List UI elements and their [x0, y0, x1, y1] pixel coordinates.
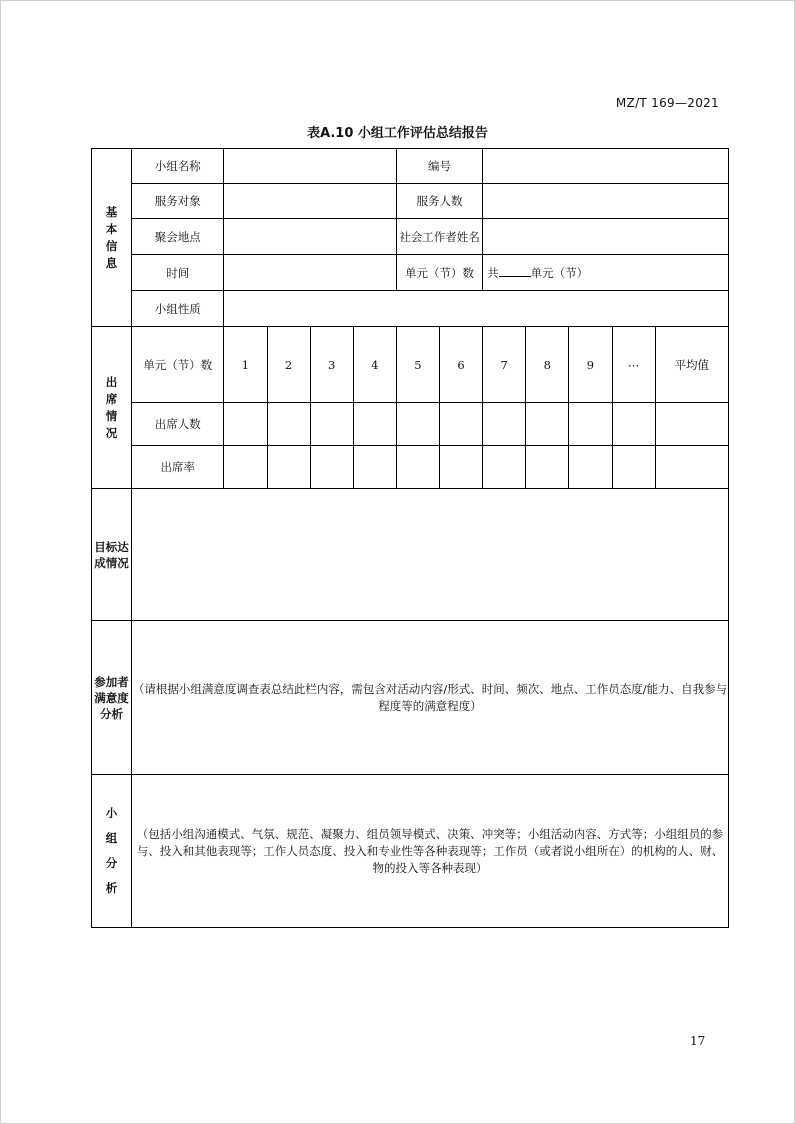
- units-field[interactable]: [483, 255, 729, 291]
- attendance-count-cell[interactable]: [224, 403, 267, 446]
- attendance-col-4: 4: [353, 327, 396, 403]
- social-worker-field[interactable]: [483, 219, 729, 255]
- section-attendance: 出席情况: [92, 327, 132, 489]
- attendance-col-5: 5: [396, 327, 439, 403]
- units-blank[interactable]: [499, 266, 531, 277]
- service-count-label: 服务人数: [396, 184, 482, 219]
- social-worker-label: 社会工作者姓名: [396, 219, 482, 255]
- attendance-col-6: 6: [440, 327, 483, 403]
- time-label: 时间: [132, 255, 224, 291]
- group-name-field[interactable]: [224, 149, 397, 184]
- group-name-label: 小组名称: [132, 149, 224, 184]
- section-participant-satisfaction: 参加者满意度分析: [92, 621, 132, 775]
- attendance-rate-cell[interactable]: [396, 446, 439, 489]
- group-analysis-field[interactable]: [132, 775, 729, 928]
- goal-content-field[interactable]: [132, 489, 729, 621]
- attendance-count-cell[interactable]: [267, 403, 310, 446]
- nature-field[interactable]: [224, 291, 729, 327]
- document-code: MZ/T 169—2021: [615, 96, 719, 110]
- attendance-col-2: 2: [267, 327, 310, 403]
- attendance-count-cell[interactable]: [569, 403, 612, 446]
- attendance-rate-cell[interactable]: [440, 446, 483, 489]
- attendance-count-cell[interactable]: [310, 403, 353, 446]
- attendance-col-average: 平均值: [655, 327, 728, 403]
- number-field[interactable]: [483, 149, 729, 184]
- section-goal: 目标达成情况: [92, 489, 132, 621]
- time-field[interactable]: [224, 255, 397, 291]
- venue-field[interactable]: [224, 219, 397, 255]
- attendance-count-cell[interactable]: [483, 403, 526, 446]
- service-target-field[interactable]: [224, 184, 397, 219]
- attendance-col-ellipsis: ⋯: [612, 327, 655, 403]
- attendance-count-cell[interactable]: [655, 403, 728, 446]
- service-target-label: 服务对象: [132, 184, 224, 219]
- service-count-field[interactable]: [483, 184, 729, 219]
- attendance-col-8: 8: [526, 327, 569, 403]
- number-label: 编号: [396, 149, 482, 184]
- participant-satisfaction-note: （请根据小组满意度调查表总结此栏内容，需包含对活动内容/形式、时间、频次、地点、工作员态度/能力、自我参与程度等的满意程度）: [132, 681, 728, 713]
- attendance-units-label: 单元（节）数: [132, 327, 224, 403]
- attendance-rate-label: 出席率: [132, 446, 224, 489]
- page-number: 17: [690, 1034, 706, 1048]
- group-analysis-note: （包括小组沟通模式、气氛、规范、凝聚力、组员领导模式、决策、冲突等；小组活动内容、方式等；小组组员的参与、投入和其他表现等；工作人员态度、投入和专业性等各种表现等；工作员（或者说小组所在）的机构的人、财、物的投入等各种表现）: [136, 826, 724, 875]
- participant-satisfaction-field[interactable]: [132, 621, 729, 775]
- section-group-analysis: 小组分析: [92, 775, 132, 928]
- attendance-count-cell[interactable]: [396, 403, 439, 446]
- attendance-rate-cell[interactable]: [569, 446, 612, 489]
- nature-label: 小组性质: [132, 291, 224, 327]
- attendance-col-9: 9: [569, 327, 612, 403]
- attendance-count-cell[interactable]: [526, 403, 569, 446]
- units-prefix: 共: [487, 265, 499, 280]
- attendance-rate-cell[interactable]: [224, 446, 267, 489]
- attendance-col-1: 1: [224, 327, 267, 403]
- attendance-rate-cell[interactable]: [526, 446, 569, 489]
- evaluation-report-table: [91, 148, 729, 928]
- units-suffix: 单元（节）: [530, 265, 589, 280]
- attendance-rate-cell[interactable]: [655, 446, 728, 489]
- table-title: 表A.10 小组工作评估总结报告: [307, 126, 488, 141]
- attendance-count-cell[interactable]: [440, 403, 483, 446]
- attendance-col-7: 7: [483, 327, 526, 403]
- attendance-rate-cell[interactable]: [310, 446, 353, 489]
- venue-label: 聚会地点: [132, 219, 224, 255]
- attendance-count-cell[interactable]: [612, 403, 655, 446]
- section-basic-info: 基本信息: [92, 149, 132, 327]
- attendance-rate-cell[interactable]: [483, 446, 526, 489]
- attendance-count-label: 出席人数: [132, 403, 224, 446]
- attendance-rate-cell[interactable]: [612, 446, 655, 489]
- attendance-rate-cell[interactable]: [353, 446, 396, 489]
- attendance-col-3: 3: [310, 327, 353, 403]
- units-label: 单元（节）数: [396, 255, 482, 291]
- attendance-count-cell[interactable]: [353, 403, 396, 446]
- attendance-rate-cell[interactable]: [267, 446, 310, 489]
